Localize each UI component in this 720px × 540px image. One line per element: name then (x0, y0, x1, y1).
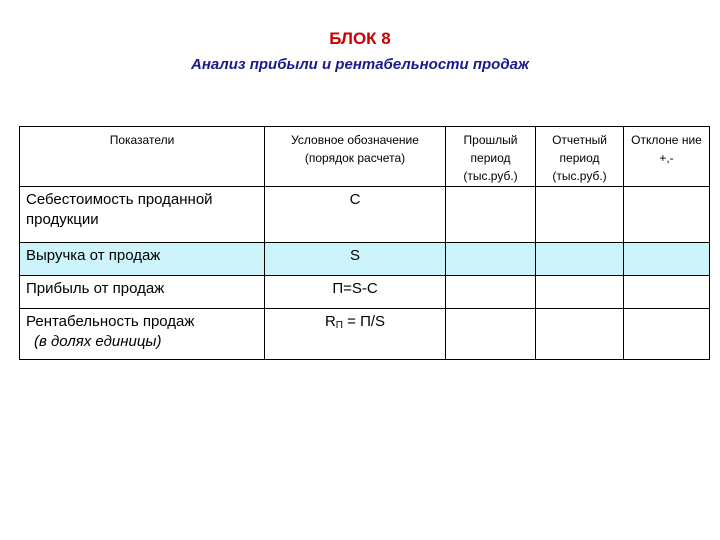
cell-previous (446, 187, 536, 243)
col-header-reporting-period: Отчетный период (тыс.руб.) (536, 127, 624, 187)
col-header-previous-period: Прошлый период (тыс.руб.) (446, 127, 536, 187)
cell-symbol: П=S-C (265, 276, 446, 309)
cell-current (536, 243, 624, 276)
table-row (20, 243, 710, 276)
table-row (20, 187, 710, 243)
block-title: БЛОК 8 (329, 29, 391, 48)
table-header-row (20, 127, 710, 187)
cell-symbol (265, 309, 446, 360)
table-row (20, 309, 710, 360)
symbol-rest: = П/S (342, 313, 386, 330)
analysis-table (19, 126, 710, 360)
cell-deviation (624, 187, 710, 243)
indicator-note: (в долях единицы) (34, 333, 162, 350)
cell-current (536, 276, 624, 309)
cell-indicator: Себестоимость проданной продукции (20, 187, 265, 243)
col-header-deviation: Отклоне ние +,- (624, 127, 710, 187)
cell-deviation (624, 243, 710, 276)
cell-indicator (20, 309, 265, 360)
cell-indicator: Прибыль от продаж (20, 276, 265, 309)
cell-previous (446, 309, 536, 360)
cell-indicator: Выручка от продаж (20, 243, 265, 276)
cell-previous (446, 243, 536, 276)
cell-deviation (624, 276, 710, 309)
cell-deviation (624, 309, 710, 360)
cell-current (536, 309, 624, 360)
col-header-symbol: Условное обозначение (порядок расчета) (265, 127, 446, 187)
cell-previous (446, 276, 536, 309)
symbol-main: R (324, 313, 336, 330)
col-header-indicators: Показатели (20, 127, 265, 187)
cell-symbol: С (265, 187, 446, 243)
block-subtitle: Анализ прибыли и рентабельности продаж (191, 56, 529, 73)
symbol-subscript: П (335, 320, 343, 331)
cell-current (536, 187, 624, 243)
indicator-label: Рентабельность продаж (26, 313, 195, 330)
cell-symbol: S (265, 243, 446, 276)
table-row (20, 276, 710, 309)
